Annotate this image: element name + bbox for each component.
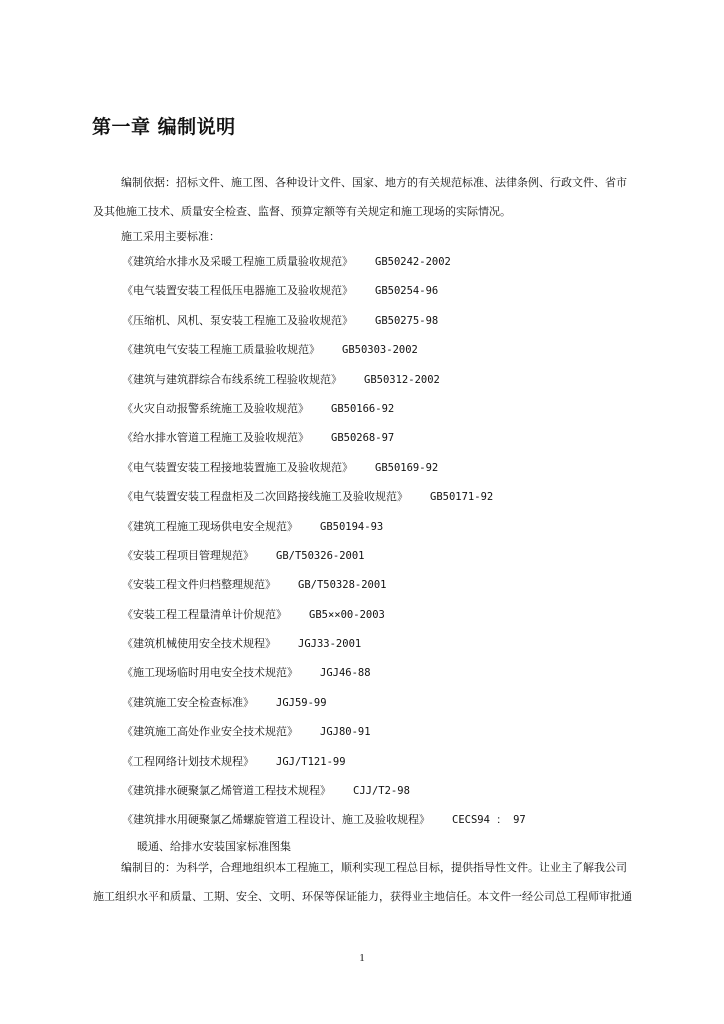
standard-title: 《建筑排水用硬聚氯乙烯螺旋管道工程设计、施工及验收规程》 [122,813,430,827]
standard-item [122,397,526,426]
standard-title: 《电气装置安装工程盘柜及二次回路接线施工及验收规范》 [122,490,408,504]
standard-title: 《建筑工程施工现场供电安全规范》 [122,519,298,533]
standard-title: 《建筑排水硬聚氯乙烯管道工程技术规程》 [122,784,331,798]
standard-code: GB5××00-2003 [309,608,385,621]
standard-title: 《工程网络计划技术规程》 [122,754,254,768]
standard-code: GB/T50328-2001 [298,579,387,592]
standard-item [122,779,526,808]
standard-item [122,720,526,749]
standard-title: 《建筑机械使用安全技术规程》 [122,637,276,651]
standard-code: JGJ33-2001 [298,638,362,651]
standard-title: 《压缩机、风机、泵安装工程施工及验收规范》 [122,313,353,327]
standard-item [122,573,526,602]
standard-item [122,456,526,485]
standard-item [122,250,526,279]
standard-code: JGJ59-99 [276,696,327,709]
standard-item [122,309,526,338]
standard-item [122,368,526,397]
standard-item [122,544,526,573]
standard-item [122,515,526,544]
standard-code: GB50194-93 [320,520,384,533]
standard-code: GB/T50326-2001 [276,549,365,562]
standard-title: 《施工现场临时用电安全技术规范》 [122,666,298,680]
standard-title: 《建筑与建筑群综合布线系统工程验收规范》 [122,372,342,386]
standards-list [122,250,526,838]
standard-title: 《电气装置安装工程接地装置施工及验收规范》 [122,460,353,474]
standard-code: CJJ/T2-98 [353,785,410,798]
standard-code: GB50268-97 [331,432,395,445]
standard-item [122,691,526,720]
standard-item [122,485,526,514]
standard-title: 《建筑施工高处作业安全技术规范》 [122,725,298,739]
standard-item [122,279,526,308]
standard-code: JGJ46-88 [320,667,371,680]
standard-code: GB50303-2002 [342,344,418,357]
standard-code: GB50275-98 [375,314,439,327]
standard-item [122,661,526,690]
standards-intro: 施工采用主要标准： [121,230,220,243]
standard-code: GB50242-2002 [375,256,451,268]
standard-title: 《安装工程项目管理规范》 [122,548,254,562]
standard-title: 《建筑给水排水及采暖工程施工质量验收规范》 [122,255,353,268]
standard-item [122,750,526,779]
basis-paragraph: 编制依据：招标文件、施工图、各种设计文件、国家、地方的有关规范标准、法律条例、行政文件、省市及其他施工技术、质量安全检查、监督、预算定额等有关规定和施工现场的实际情况。 [93,176,627,218]
page-number: 1 [359,952,365,964]
standard-title: 《电气装置安装工程低压电器施工及验收规范》 [122,284,353,298]
standard-item [122,808,526,837]
standard-code: GB50254-96 [375,285,439,298]
standard-code: CECS94 ： 97 [452,814,526,827]
purpose-paragraph: 编制目的：为科学，合理地组织本工程施工，顺利实现工程总目标，提供指导性文件。让业主了解我公司施工组织水平和质量、工期、安全、文明、环保等保证能力，获得业主地信任。本文件一经公司总工程师审批通 [93,861,632,903]
standard-title: 《安装工程工程量清单计价规范》 [122,607,287,621]
standard-title: 《火灾自动报警系统施工及验收规范》 [122,401,309,415]
standard-title: 《给水排水管道工程施工及验收规范》 [122,431,309,445]
atlas-line: 暖通、给排水安装国家标准图集 [137,840,291,853]
standard-code: GB50169-92 [375,461,439,474]
standard-code: JGJ/T121-99 [276,755,346,768]
standard-item [122,426,526,455]
standard-title: 《建筑电气安装工程施工质量验收规范》 [122,343,320,357]
standard-title: 《安装工程文件归档整理规范》 [122,578,276,592]
standard-item [122,338,526,367]
standard-code: GB50166-92 [331,402,395,415]
standard-title: 《建筑施工安全检查标准》 [122,695,254,709]
standard-code: GB50312-2002 [364,373,440,386]
chapter-title: 第一章 编制说明 [92,116,236,138]
standard-code: JGJ80-91 [320,726,371,739]
standard-item [122,603,526,632]
standard-item [122,632,526,661]
standard-code: GB50171-92 [430,491,494,504]
